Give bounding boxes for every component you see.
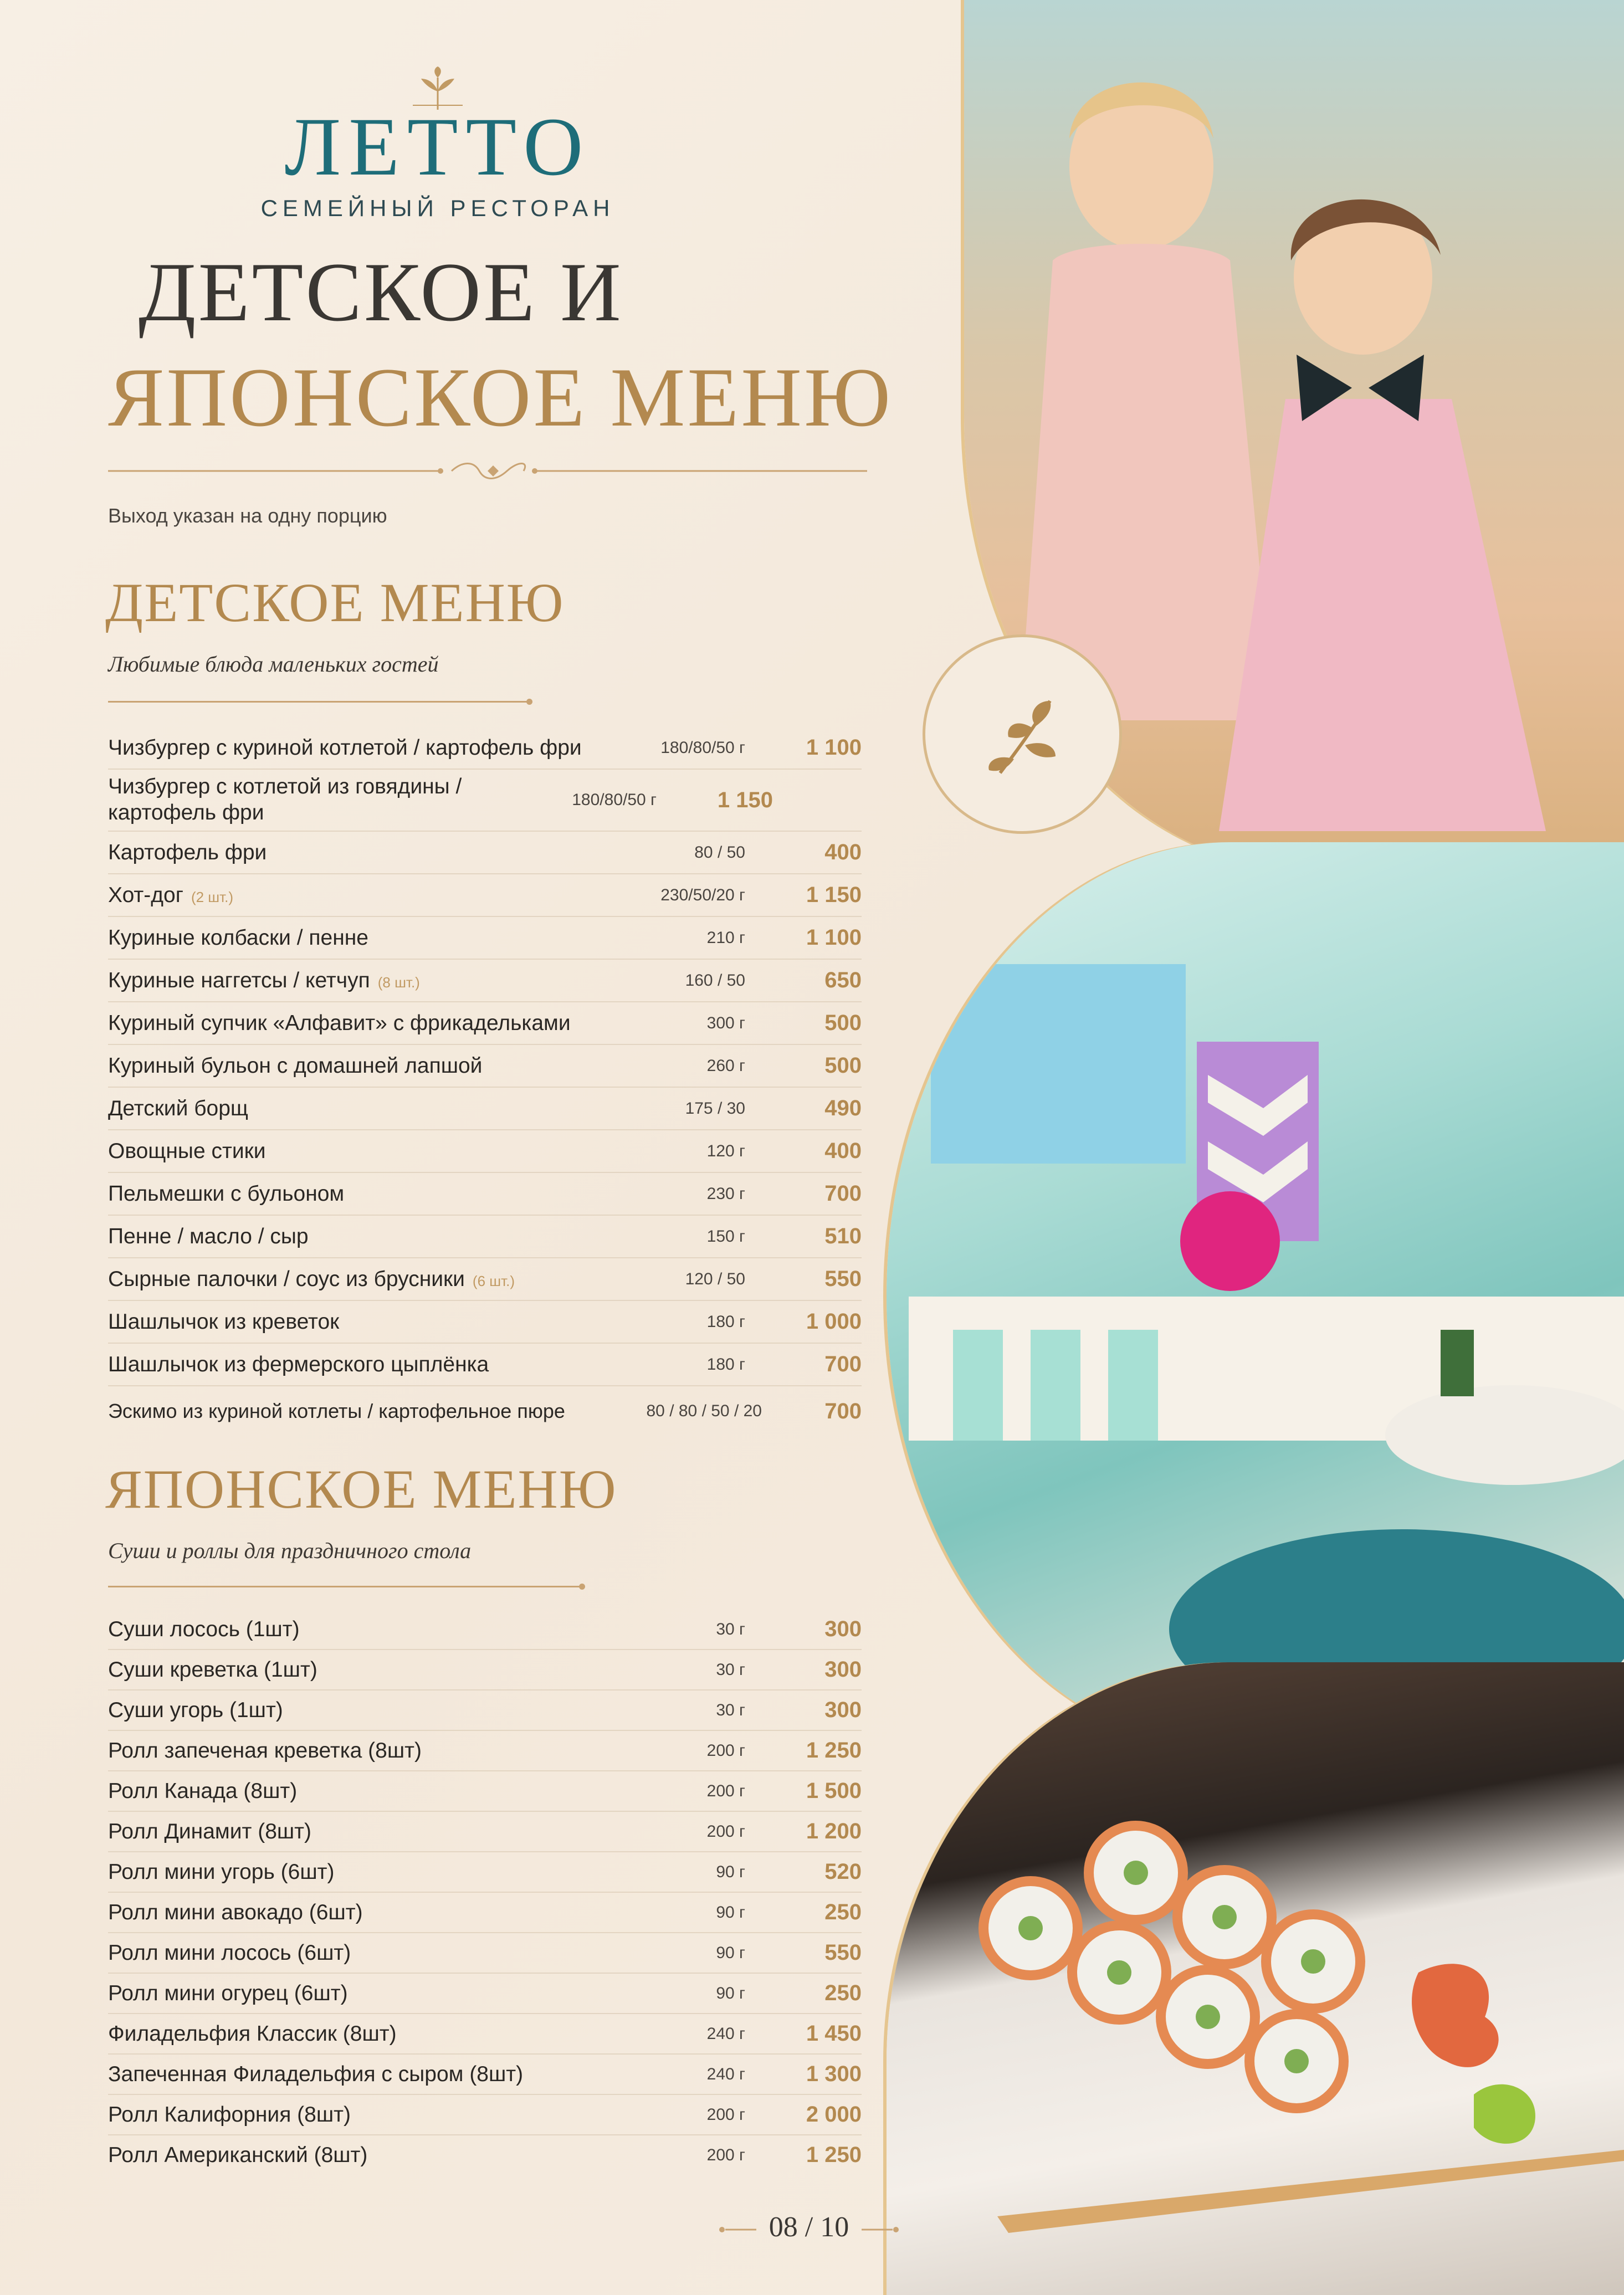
page-ornament-left-icon [718,2224,762,2235]
playroom-illustration [887,842,1624,1751]
item-weight: 200 г [706,1781,745,1800]
item-price: 300 [824,1698,862,1722]
branch-icon [967,679,1078,790]
menu-item [108,2135,862,2175]
menu-item [108,1386,862,1436]
item-price: 1 100 [806,735,862,760]
item-name: Ролл Динамит (8шт) [108,1819,312,1843]
japanese-menu-list [108,1610,862,2175]
item-weight: 175 / 30 [685,1099,745,1118]
item-price: 550 [824,1267,862,1291]
item-price: 250 [824,1900,862,1924]
menu-item [108,1258,862,1301]
item-weight: 160 / 50 [685,971,745,990]
item-price: 1 100 [806,925,862,950]
divider-ornament-icon [108,460,867,482]
item-price: 520 [824,1859,862,1884]
item-name: Запеченная Филадельфия с сыром (8шт) [108,2062,524,2086]
item-weight: 230/50/20 г [660,885,745,904]
item-name: Ролл мини огурец (6шт) [108,1981,348,2005]
item-weight: 80 / 80 / 50 / 20 [646,1402,762,1420]
item-name: Ролл Канада (8шт) [108,1779,298,1803]
page-title-line2: ЯПОНСКОЕ МЕНЮ [108,351,893,444]
item-weight: 90 г [716,1943,745,1962]
item-name: Куриный супчик «Алфавит» с фрикадельками [108,1011,571,1035]
page-number-text: 08 / 10 [769,2211,849,2243]
item-price: 1 000 [806,1309,862,1334]
japanese-menu-title: ЯПОНСКОЕ МЕНЮ [105,1458,617,1520]
menu-item [108,770,862,832]
item-name: Суши креветка (1шт) [108,1657,317,1682]
menu-item [108,1045,862,1088]
item-weight: 180 г [706,1312,745,1331]
menu-item [108,1344,862,1386]
item-weight: 230 г [706,1184,745,1203]
item-weight: 200 г [706,1822,745,1841]
japanese-menu-divider [108,1586,582,1587]
item-price: 700 [824,1398,862,1423]
item-price: 700 [824,1352,862,1376]
page-number [698,2211,920,2243]
playroom-photo [887,842,1624,1751]
item-weight: 200 г [706,2145,745,2164]
item-price: 700 [824,1181,862,1206]
item-note: (8 шт.) [377,974,420,991]
menu-item [108,1812,862,1852]
item-weight: 30 г [716,1620,745,1638]
brand-logo [260,66,615,222]
item-name: Куриный бульон с домашней лапшой [108,1053,483,1078]
menu-item [108,1933,862,1974]
kids-menu-list [108,727,862,1436]
brand-name: ЛЕТТО [284,101,591,193]
item-name: Ролл Калифорния (8шт) [108,2102,351,2127]
item-weight: 300 г [706,1013,745,1032]
kids-menu-subtitle: Любимые блюда маленьких гостей [108,652,439,677]
menu-item [108,1731,862,1771]
item-name: Шашлычок из фермерского цыплёнка [108,1352,489,1376]
item-name: Ролл Американский (8шт) [108,2143,368,2167]
menu-item [108,2014,862,2055]
item-price: 500 [824,1053,862,1078]
menu-item [108,1893,862,1933]
page-title-line1: ДЕТСКОЕ И [139,245,623,339]
menu-item [108,1610,862,1650]
item-price: 550 [824,1940,862,1965]
menu-item [108,1088,862,1130]
item-name: Эскимо из куриной котлеты / картофельное пюре [108,1400,565,1422]
item-price: 500 [824,1011,862,1035]
item-weight: 240 г [706,2024,745,2043]
item-weight: 210 г [706,928,745,947]
menu-item [108,1852,862,1893]
item-weight: 90 г [716,1862,745,1881]
brand-tagline: СЕМЕЙНЫЙ РЕСТОРАН [260,195,615,221]
japanese-menu-subtitle: Суши и роллы для праздничного стола [108,1538,472,1563]
item-weight: 120 г [706,1141,745,1160]
item-price: 400 [824,840,862,864]
item-weight: 150 г [706,1227,745,1246]
item-price: 1 200 [806,1819,862,1843]
menu-item [108,1690,862,1731]
kids-menu-title: ДЕТСКОЕ МЕНЮ [105,572,565,633]
item-weight: 80 / 50 [694,843,745,862]
item-weight: 200 г [706,2105,745,2124]
item-name: Ролл мини лосось (6шт) [108,1940,351,1965]
item-price: 250 [824,1981,862,2005]
item-name: Куриные колбаски / пенне [108,925,368,950]
item-weight: 90 г [716,1903,745,1922]
item-name: Суши угорь (1шт) [108,1698,283,1722]
menu-item [108,1301,862,1344]
item-weight: 260 г [706,1056,745,1075]
item-name: Ролл запеченая креветка (8шт) [108,1738,422,1763]
item-weight: 90 г [716,1984,745,2002]
menu-item [108,1002,862,1045]
item-weight: 180/80/50 г [660,738,745,757]
menu-item [108,727,862,770]
item-name: Чизбургер с котлетой из говядины / картофель фри [108,775,462,824]
kids-menu-divider [108,701,529,703]
item-price: 400 [824,1139,862,1163]
item-weight: 180/80/50 г [572,791,657,809]
item-note: (2 шт.) [191,888,234,905]
item-price: 1 250 [806,2143,862,2167]
item-price: 490 [824,1096,862,1120]
item-price: 2 000 [806,2102,862,2127]
item-name: Суши лосось (1шт) [108,1617,300,1641]
item-weight: 30 г [716,1700,745,1719]
emblem-badge [923,634,1122,834]
item-price: 510 [824,1224,862,1248]
item-weight: 180 г [706,1355,745,1374]
item-name: Детский борщ [108,1096,249,1120]
item-price: 300 [824,1617,862,1641]
menu-item [108,2055,862,2095]
item-weight: 30 г [716,1660,745,1679]
menu-item [108,960,862,1002]
item-name: Чизбургер с куриной котлетой / картофель фри [108,735,582,760]
item-name: Филадельфия Классик (8шт) [108,2021,397,2046]
item-name: Картофель фри [108,840,267,864]
menu-item [108,832,862,874]
item-name: Пельмешки с бульоном [108,1181,345,1206]
menu-item [108,917,862,960]
item-price: 1 300 [806,2062,862,2086]
item-name: Сырные палочки / соус из брусники (6 шт.) [108,1267,515,1291]
item-price: 650 [824,968,862,992]
item-price: 1 500 [806,1779,862,1803]
item-name: Ролл мини авокадо (6шт) [108,1900,363,1924]
item-price: 300 [824,1657,862,1682]
page-ornament-right-icon [856,2224,900,2235]
item-name: Пенне / масло / сыр [108,1224,309,1248]
item-name: Овощные стики [108,1139,266,1163]
item-name: Куриные наггетсы / кетчуп (8 шт.) [108,968,420,992]
item-weight: 120 / 50 [685,1269,745,1288]
item-price: 1 250 [806,1738,862,1763]
menu-item [108,874,862,917]
portion-note: Выход указан на одну порцию [108,504,387,527]
menu-item [108,1216,862,1258]
menu-item [108,2095,862,2135]
item-name: Хот-дог (2 шт.) [108,883,234,907]
item-note: (6 шт.) [472,1272,515,1289]
item-price: 1 150 [717,787,773,812]
item-weight: 240 г [706,2065,745,2083]
menu-item [108,1173,862,1216]
item-name: Шашлычок из креветок [108,1309,340,1334]
item-name: Ролл мини угорь (6шт) [108,1859,335,1884]
item-price: 1 450 [806,2021,862,2046]
menu-item [108,1771,862,1812]
menu-item [108,1130,862,1173]
item-weight: 200 г [706,1741,745,1760]
menu-item [108,1974,862,2014]
menu-item [108,1650,862,1690]
item-price: 1 150 [806,883,862,907]
